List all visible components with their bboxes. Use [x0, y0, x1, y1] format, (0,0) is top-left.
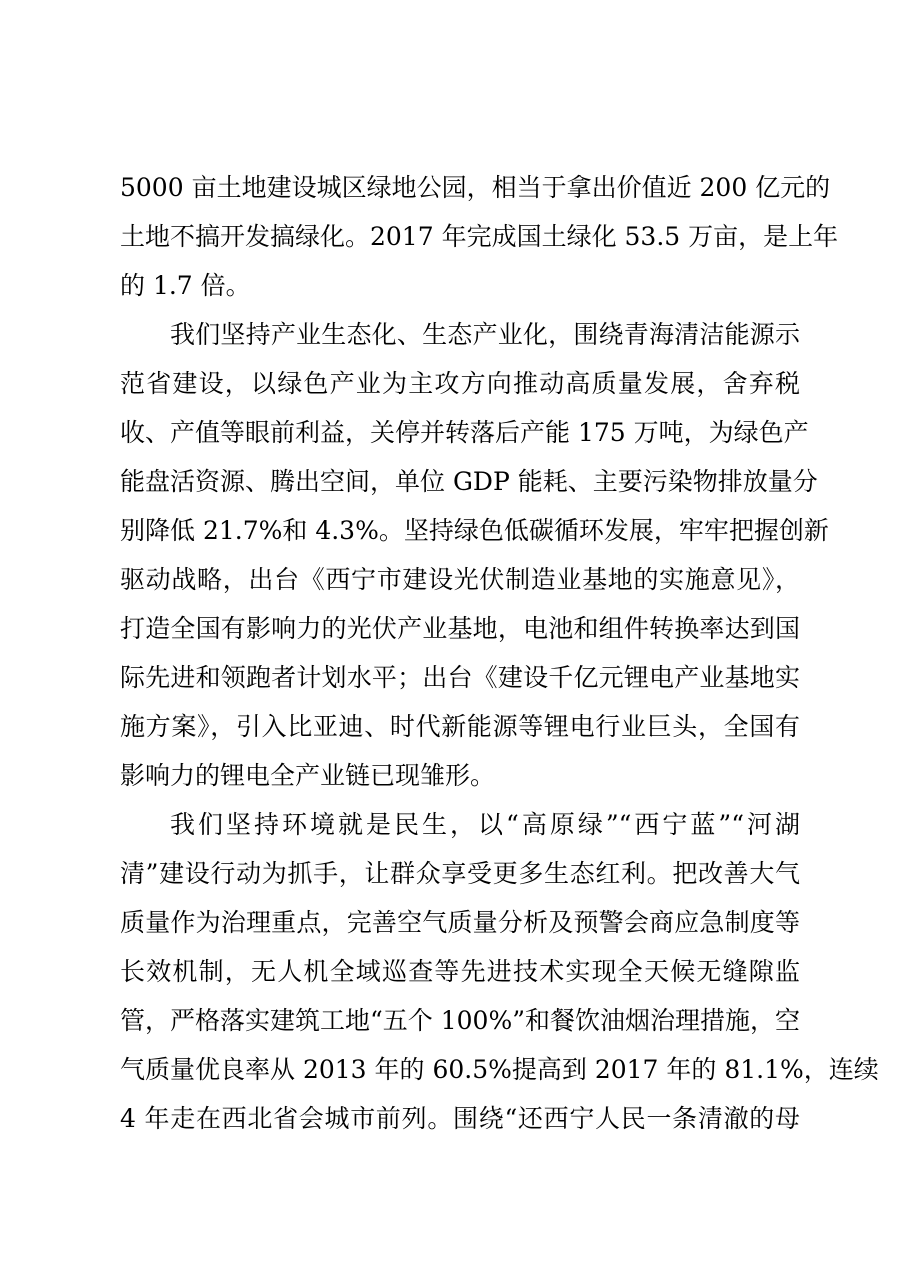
- paragraph-3-line-5: 管，严格落实建筑工地“五个 100%”和餐饮油烟治理措施，空: [120, 1006, 800, 1035]
- paragraph-3-line-3: 质量作为治理重点，完善空气质量分析及预警会商应急制度等: [120, 908, 800, 937]
- paragraph-3-line-4: 长效机制，无人机全域巡查等先进技术实现全天候无缝隙监: [120, 957, 800, 986]
- paragraph-2-line-3: 收、产值等眼前利益，关停并转落后产能 175 万吨，为绿色产: [120, 418, 809, 447]
- paragraph-3-line-1: 我们坚持环境就是民生，以“高原绿”“西宁蓝”“河湖: [170, 810, 800, 839]
- paragraph-1-line-2: 土地不搞开发搞绿化。2017 年完成国土绿化 53.5 万亩，是上年: [120, 222, 839, 251]
- paragraph-2-line-7: 打造全国有影响力的光伏产业基地，电池和组件转换率达到国: [120, 614, 800, 643]
- paragraph-2-line-8: 际先进和领跑者计划水平；出台《建设千亿元锂电产业基地实: [120, 663, 800, 692]
- paragraph-2-line-1: 我们坚持产业生态化、生态产业化，围绕青海清洁能源示: [170, 320, 800, 349]
- paragraph-1-line-3: 的 1.7 倍。: [120, 271, 251, 300]
- paragraph-2-line-5: 别降低 21.7%和 4.3%。坚持绿色低碳循环发展，牢牢把握创新: [120, 516, 829, 545]
- paragraph-3-line-7: 4 年走在西北省会城市前列。围绕“还西宁人民一条清澈的母: [120, 1104, 800, 1133]
- paragraph-2-line-2: 范省建设，以绿色产业为主攻方向推动高质量发展，舍弃税: [120, 369, 800, 398]
- paragraph-3-line-6: 气质量优良率从 2013 年的 60.5%提高到 2017 年的 81.1%，连续: [120, 1055, 879, 1084]
- document-body: [120, 163, 879, 1143]
- paragraph-2-line-9: 施方案》，引入比亚迪、时代新能源等锂电行业巨头，全国有: [120, 712, 800, 741]
- paragraph-2-line-10: 影响力的锂电全产业链已现雏形。: [120, 761, 496, 790]
- paragraph-3-line-2: 清”建设行动为抓手，让群众享受更多生态红利。把改善大气: [120, 859, 800, 888]
- paragraph-2-line-6: 驱动战略，出台《西宁市建设光伏制造业基地的实施意见》，: [120, 565, 800, 594]
- paragraph-1-line-1: 5000 亩土地建设城区绿地公园，相当于拿出价值近 200 亿元的: [120, 173, 831, 202]
- paragraph-2-line-4: 能盘活资源、腾出空间，单位 GDP 能耗、主要污染物排放量分: [120, 467, 818, 496]
